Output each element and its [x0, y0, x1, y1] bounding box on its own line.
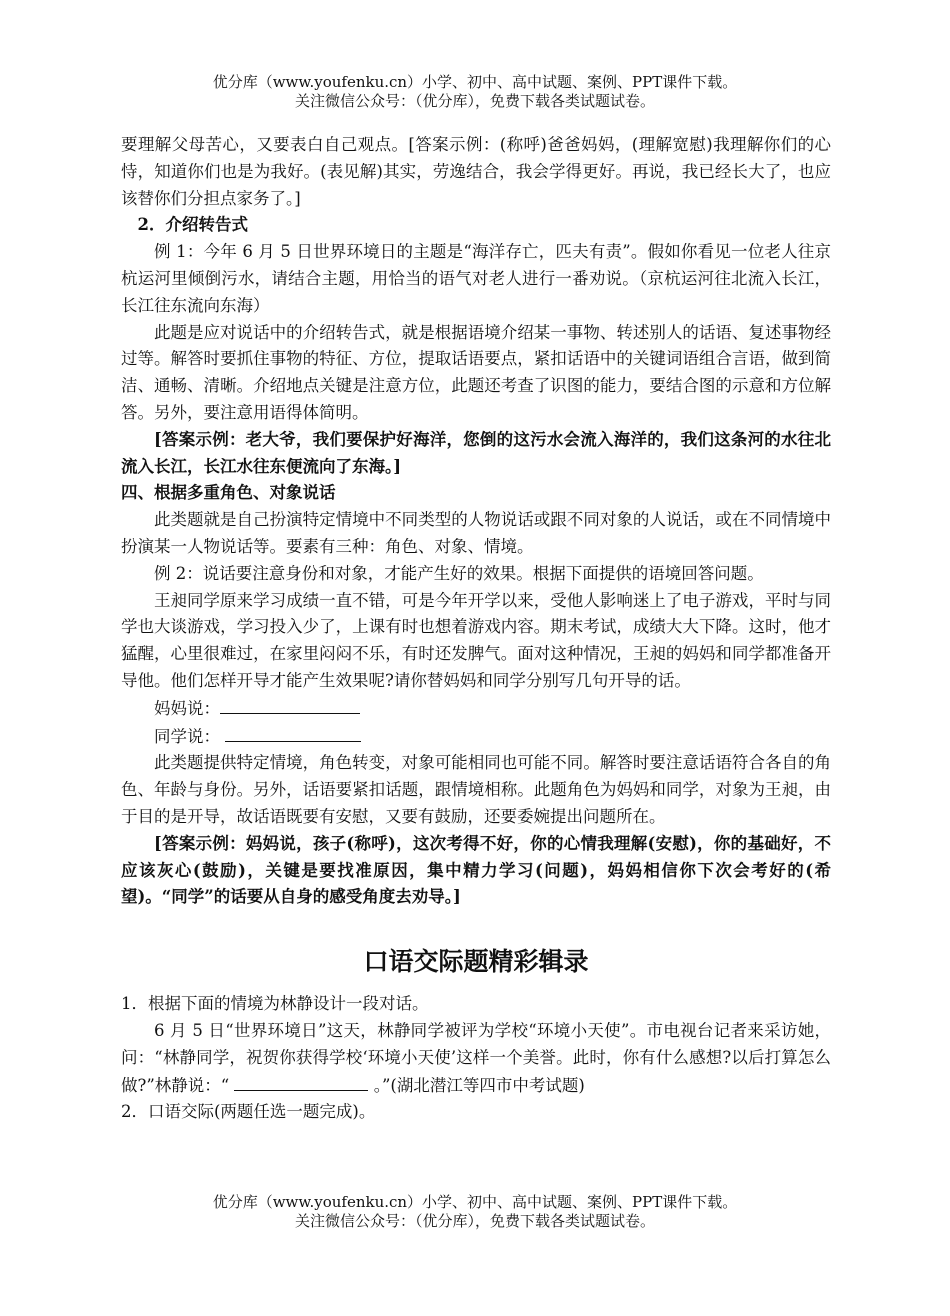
- mom-says-line: [121, 695, 831, 723]
- section-heading-4: 四、根据多重角色、对象说话: [121, 483, 336, 503]
- classmate-label: 同学说：: [154, 726, 220, 746]
- example-1-paragraph: 例 1：今年 6 月 5 日世界环境日的主题是“海洋存亡，匹夫有责”。假如你看见一位老人往京杭运河里倾倒污水，请结合主题，用恰当的语气对老人进行一番劝说。（京杭运河往北流入长江，长江往东流向东海）: [121, 242, 831, 315]
- mom-answer-blank[interactable]: [220, 695, 360, 714]
- story-paragraph: 王昶同学原来学习成绩一直不错，可是今年开学以来，受他人影响迷上了电子游戏，平时与同学也大谈游戏，学习投入少了，上课有时也想着游戏内容。期末考试，成绩大大下降。这时，他才猛醒，心里很难过，在家里闷闷不乐，有时还发脾气。面对这种情况，王昶的妈妈和同学都准备开导他。他们怎样开导才能产生效果呢?请你替妈妈和同学分别写几句开导的话。: [121, 590, 831, 690]
- question-1-text-b: 。”(湖北潜江等四市中考试题): [373, 1075, 585, 1095]
- roles-intro-paragraph: 此类题就是自己扮演特定情境中不同类型的人物说话或跟不同对象的人说话，或在不同情境中扮演某一人物说话等。要素有三种：角色、对象、情境。: [121, 510, 831, 556]
- classmate-answer-blank[interactable]: [225, 723, 361, 742]
- section-heading-2: 2．介绍转告式: [137, 215, 248, 235]
- footer-line-2: 关注微信公众号：（优分库），免费下载各类试题试卷。: [294, 1212, 655, 1230]
- linjing-answer-blank[interactable]: [234, 1072, 368, 1091]
- roles-analysis-paragraph: 此类题提供特定情境，角色转变，对象可能相同也可能不同。解答时要注意话语符合各自的角色、年龄与身份。另外，话语要紧扣话题，跟情境相称。此题角色为妈妈和同学，对象为王昶，由于目的是开导，故话语既要有安慰，又要有鼓励，还要委婉提出问题所在。: [121, 753, 831, 826]
- question-2: 2．口语交际(两题任选一题完成)。: [121, 1102, 376, 1122]
- example-2-paragraph: 例 2：说话要注意身份和对象，才能产生好的效果。根据下面提供的语境回答问题。: [154, 563, 764, 583]
- document-body: [121, 132, 831, 1126]
- footer-line-1: 优分库（www.youfenku.cn）小学、初中、高中试题、案例、PPT课件下载。: [212, 1193, 738, 1211]
- answer-example-2-bold: [答案示例：妈妈说，孩子(称呼)，这次考得不好，你的心情我理解(安慰)，你的基础好，不应该灰心(鼓励)，关键是要找准原因，集中精力学习(问题)，妈妈相信你下次会考好的(希望)。“同学”的话要从自身的感受角度去劝导。]: [121, 833, 831, 907]
- answer-example-bold: [答案示例：老大爷，我们要保护好海洋，您倒的这污水会流入海洋的，我们这条河的水往北流入长江，长江水往东便流向了东海。]: [121, 429, 831, 476]
- answer-example-paragraph: 要理解父母苦心，又要表白自己观点。[答案示例：(称呼)爸爸妈妈，(理解宽慰)我理解你们的心恃，知道你们也是为我好。(表见解)其实，劳逸结合，我会学得更好。再说，我已经长大了，也应该替你们分担点家务了。]: [121, 135, 831, 208]
- question-1: 1．根据下面的情境为林静设计一段对话。: [121, 994, 429, 1014]
- section-title: 口语交际题精彩辑录: [363, 947, 589, 977]
- classmate-says-line: [121, 723, 831, 751]
- analysis-paragraph: 此题是应对说话中的介绍转告式，就是根据语境介绍某一事物、转述别人的话语、复述事物经过等。解答时要抓住事物的特征、方位，提取话语要点，紧扣话语中的关键词语组合言语，做到简洁、通畅、清晰。介绍地点关键是注意方位，此题还考查了识图的能力，要结合图的示意和方位解答。另外，要注意用语得体简明。: [121, 322, 831, 422]
- header-line-2: 关注微信公众号：（优分库），免费下载各类试题试卷。: [294, 92, 655, 110]
- mom-label: 妈妈说：: [154, 698, 220, 718]
- header-line-1: 优分库（www.youfenku.cn）小学、初中、高中试题、案例、PPT课件下载。: [212, 73, 738, 91]
- page-header: [0, 73, 950, 111]
- question-1-text-a: 6 月 5 日“世界环境日”这天，林静同学被评为学校“环境小天使”。市电视台记者来采访她，问：“林静同学，祝贺你获得学校‘环境小天使’这样一个美誉。此时，你有什么感想?以后打算怎么做?”林静说：“: [121, 1020, 831, 1095]
- page-footer: [0, 1193, 950, 1231]
- question-1-scenario: [121, 1018, 831, 1099]
